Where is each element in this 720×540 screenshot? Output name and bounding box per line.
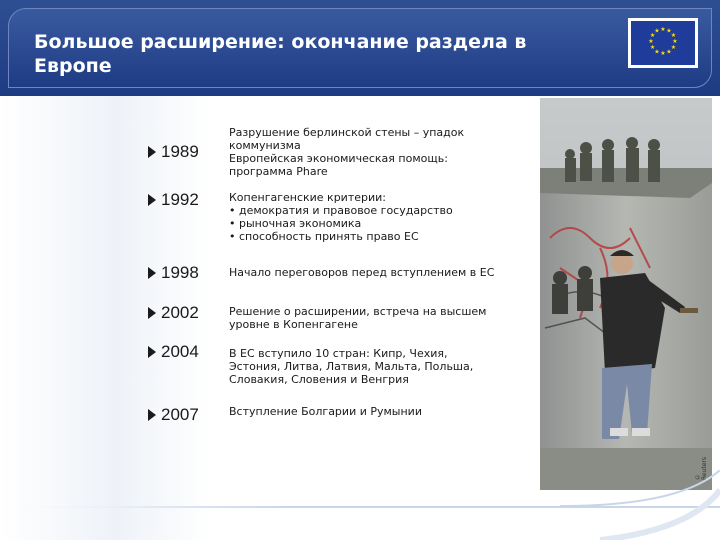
event-1989-text xyxy=(229,126,544,178)
svg-text:★: ★ xyxy=(648,38,654,45)
year-label: 1998 xyxy=(161,263,199,282)
event-2007-text xyxy=(229,405,544,418)
svg-text:★: ★ xyxy=(654,27,660,35)
text-line: Копенгагенские критерии: xyxy=(229,191,386,204)
text-line: Вступление Болгарии и Румынии xyxy=(229,405,422,418)
svg-text:★: ★ xyxy=(660,50,666,57)
year-1992 xyxy=(148,190,199,210)
svg-text:★: ★ xyxy=(670,32,677,39)
year-label: 1992 xyxy=(161,190,199,209)
triangle-bullet-icon xyxy=(148,194,156,206)
slide-header xyxy=(0,0,720,96)
year-label: 1989 xyxy=(161,142,199,161)
triangle-bullet-icon xyxy=(148,307,156,319)
berlin-wall-photo xyxy=(540,98,712,490)
text-line: уровне в Копенгагене xyxy=(229,318,358,331)
year-label: 2004 xyxy=(161,342,199,361)
triangle-bullet-icon xyxy=(148,146,156,158)
year-1998 xyxy=(148,263,199,283)
event-1998-text xyxy=(229,266,544,279)
photo-credit: © Reuters xyxy=(694,456,708,480)
svg-text:★: ★ xyxy=(660,26,666,33)
photo-illustration xyxy=(540,98,712,490)
text-line: • способность принять право ЕС xyxy=(229,230,419,243)
text-line: • рыночная экономика xyxy=(229,217,362,230)
svg-text:★: ★ xyxy=(654,48,660,56)
text-line: Решение о расширении, встреча на высшем xyxy=(229,305,487,318)
svg-text:★: ★ xyxy=(666,27,672,35)
svg-text:★: ★ xyxy=(672,38,678,45)
event-2004-text xyxy=(229,347,544,386)
svg-text:★: ★ xyxy=(666,48,672,56)
year-label: 2002 xyxy=(161,303,199,322)
slide-title: Большое расширение: окончание раздела в Европе xyxy=(34,31,527,77)
text-line: коммунизма xyxy=(229,139,301,152)
text-line: Европейская экономическая помощь: xyxy=(229,152,448,165)
year-2002 xyxy=(148,303,199,323)
svg-text:★: ★ xyxy=(670,44,677,51)
triangle-bullet-icon xyxy=(148,346,156,358)
eu-stars xyxy=(631,21,695,65)
eu-flag-icon xyxy=(628,18,698,68)
text-line: Начало переговоров перед вступлением в ЕС xyxy=(229,266,495,279)
text-line: В ЕС вступило 10 стран: Кипр, Чехия, xyxy=(229,347,448,360)
text-line: программа Phare xyxy=(229,165,328,178)
svg-text:★: ★ xyxy=(649,32,656,39)
year-2004 xyxy=(148,342,199,362)
year-2007 xyxy=(148,405,199,425)
corner-decoration xyxy=(560,470,720,540)
event-2002-text xyxy=(229,305,544,331)
triangle-bullet-icon xyxy=(148,267,156,279)
triangle-bullet-icon xyxy=(148,409,156,421)
year-label: 2007 xyxy=(161,405,199,424)
event-1992-text xyxy=(229,191,544,243)
text-line: Разрушение берлинской стены – упадок xyxy=(229,126,465,139)
text-line: Эстония, Литва, Латвия, Мальта, Польша, xyxy=(229,360,474,373)
svg-text:★: ★ xyxy=(649,44,656,51)
text-line: Словакия, Словения и Венгрия xyxy=(229,373,409,386)
year-1989 xyxy=(148,142,199,162)
text-line: • демократия и правовое государство xyxy=(229,204,453,217)
